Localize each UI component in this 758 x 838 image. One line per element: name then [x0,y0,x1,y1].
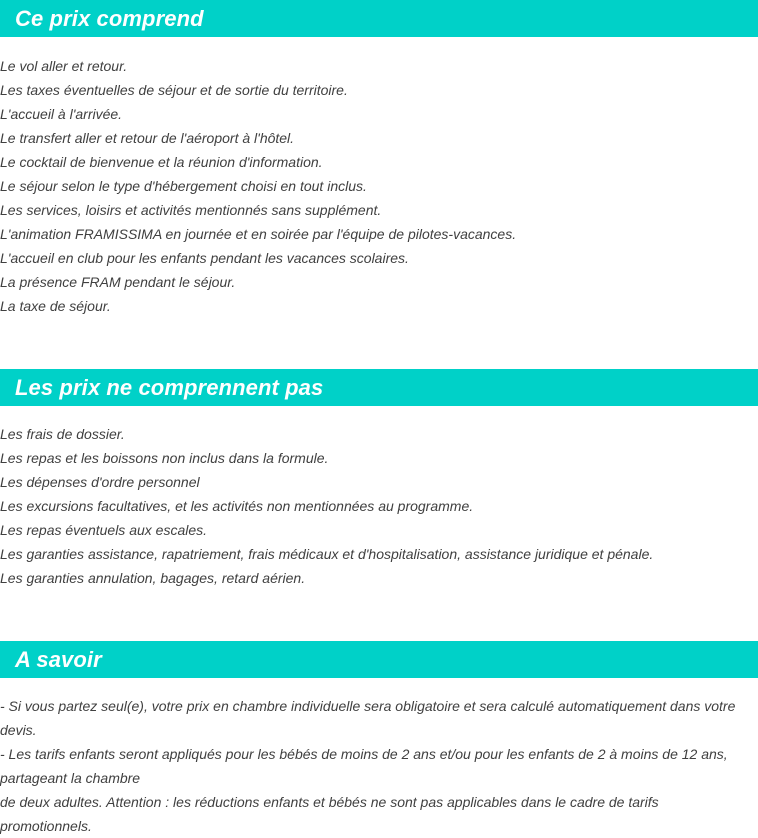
list-item: Les repas et les boissons non inclus dans la formule. [0,450,329,466]
info-paragraph: - Si vous partez seul(e), votre prix en chambre individuelle sera obligatoire et sera calculé automatiquement dans votre devis. [0,698,736,738]
info-section [0,641,758,838]
excluded-title: Les prix ne comprennent pas [15,374,324,400]
excluded-section [0,369,758,590]
included-header [0,0,758,37]
excluded-header [0,369,758,406]
list-item: Les garanties annulation, bagages, retard aérien. [0,570,306,586]
list-item: Le séjour selon le type d'hébergement choisi en tout inclus. [0,178,367,194]
list-item: La présence FRAM pendant le séjour. [0,274,236,290]
list-item: Le transfert aller et retour de l'aéroport à l'hôtel. [0,130,295,146]
list-item: Les services, loisirs et activités mentionnés sans supplément. [0,202,382,218]
list-item: Les garanties assistance, rapatriement, frais médicaux et d'hospitalisation, assistance juridique et pénale. [0,546,654,562]
info-title: A savoir [15,646,102,672]
list-item: Le vol aller et retour. [0,58,128,74]
list-item: L'accueil en club pour les enfants pendant les vacances scolaires. [0,250,409,266]
included-section [0,0,758,318]
list-item: Les frais de dossier. [0,426,125,442]
included-list [0,37,758,318]
info-paragraph: de deux adultes. Attention : les réductions enfants et bébés ne sont pas applicables dans le cadre de tarifs promotionnels. [0,794,659,834]
list-item: L'animation FRAMISSIMA en journée et en soirée par l'équipe de pilotes-vacances. [0,226,517,242]
list-item: Les repas éventuels aux escales. [0,522,208,538]
list-item: Les dépenses d'ordre personnel [0,474,200,490]
list-item: La taxe de séjour. [0,298,111,314]
info-paragraph: - Les tarifs enfants seront appliqués pour les bébés de moins de 2 ans et/ou pour les enfants de 2 à moins de 12 ans, partageant la chambre [0,746,728,786]
excluded-list [0,406,758,590]
list-item: Les taxes éventuelles de séjour et de sortie du territoire. [0,82,348,98]
info-header [0,641,758,678]
list-item: Les excursions facultatives, et les activités non mentionnées au programme. [0,498,474,514]
list-item: L'accueil à l'arrivée. [0,106,123,122]
info-notes [0,678,758,838]
included-title: Ce prix comprend [15,5,204,31]
list-item: Le cocktail de bienvenue et la réunion d'information. [0,154,323,170]
